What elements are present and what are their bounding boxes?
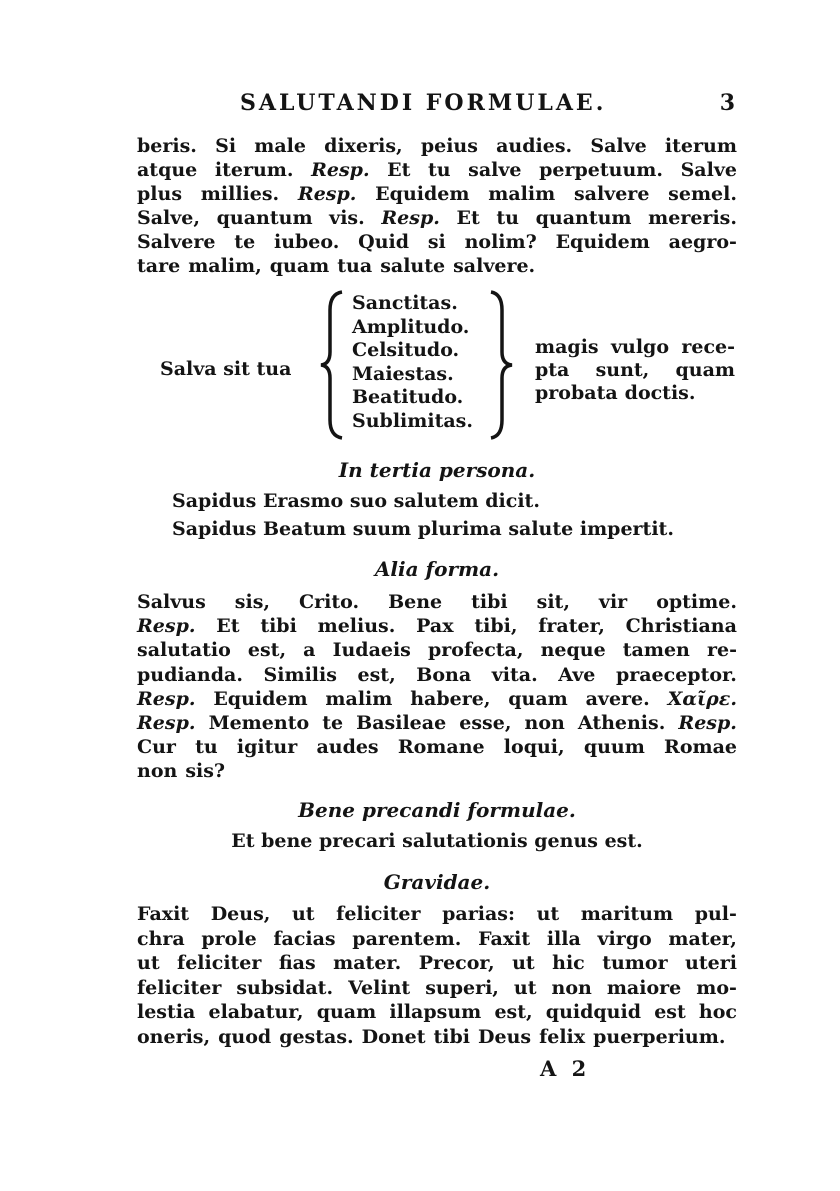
word: Deus, (210, 903, 271, 925)
word: si (427, 231, 446, 253)
word: Memento (208, 711, 310, 734)
word: puerperium. (593, 1025, 726, 1048)
word: aegro- (668, 231, 737, 253)
word: Χαῖρε. (667, 687, 737, 710)
word: avere. (585, 687, 650, 710)
word: non (524, 711, 565, 734)
word: fias (278, 952, 316, 974)
word: probata (535, 382, 618, 404)
word: quod (218, 1025, 272, 1048)
word: hic (552, 952, 585, 974)
word: melius. (317, 615, 396, 638)
word: Similis (263, 663, 337, 686)
word: tua (337, 255, 373, 277)
word: ut (536, 903, 560, 925)
word: Christiana (625, 615, 737, 638)
word: sis, (234, 591, 271, 613)
word: esse, (459, 711, 512, 734)
word: vis. (329, 207, 365, 229)
word: ut (291, 903, 315, 925)
heading-alia-forma: Alia forma. (374, 557, 500, 581)
word: Crito. (299, 591, 360, 613)
word: Equidem (213, 687, 308, 710)
word: Precor, (418, 952, 495, 974)
word: millies. (200, 183, 280, 205)
word: lestia (137, 1001, 196, 1023)
honorific-title: Beatitudo. (352, 386, 464, 408)
word: Et (456, 207, 480, 229)
text-line (137, 614, 737, 638)
word: Cur (137, 736, 176, 759)
word: Deus (478, 1025, 532, 1048)
word: rece- (681, 336, 735, 358)
word: tibi (471, 591, 508, 613)
word: ut (512, 952, 535, 974)
word: Bona (416, 663, 472, 686)
word: uteri (685, 952, 737, 974)
text-line (137, 1025, 737, 1050)
right-brace (487, 290, 517, 440)
word: Iudaeis (332, 639, 411, 662)
word: habere, (410, 687, 491, 710)
word: Pax (416, 615, 454, 638)
word: quum (583, 736, 645, 759)
word: feliciter (177, 952, 262, 974)
salva-sit-tua-label: Salva sit tua (160, 358, 292, 380)
word: est, (247, 639, 287, 662)
word: plus (137, 183, 183, 205)
word: Equidem (555, 231, 650, 253)
word: iubeo. (273, 231, 340, 253)
text-line (137, 951, 737, 976)
word: Equidem (375, 183, 470, 205)
word: Salve (590, 135, 647, 157)
word: Resp. (137, 687, 196, 710)
word: facias (273, 927, 336, 950)
honorific-title: Sanctitas. (352, 292, 458, 314)
honorific-title: Amplitudo. (352, 315, 470, 338)
heading-bene-precandi: Bene precandi formulae. (298, 798, 576, 822)
word: malim, (188, 255, 262, 277)
heading-tertia-persona: In tertia persona. (338, 458, 536, 482)
text-line (137, 158, 737, 182)
word: est, (494, 1001, 533, 1023)
paragraph-salve (137, 134, 737, 278)
word: Salvere (137, 231, 216, 253)
word: Resp. (678, 711, 737, 734)
text-line (137, 134, 737, 158)
page-number: 3 (719, 90, 735, 116)
word: igitur (236, 736, 298, 759)
left-brace (318, 290, 352, 440)
word: tibi (260, 615, 297, 638)
text-line (137, 976, 737, 1001)
text-line (137, 735, 737, 759)
word: Salve (680, 159, 737, 181)
paragraph-gravidae (137, 902, 737, 1049)
word: ut (513, 976, 537, 999)
word: non (551, 976, 592, 999)
word: tumor (602, 952, 668, 974)
remark-line (535, 359, 735, 382)
word: feliciter (336, 903, 421, 925)
word: tibi, (474, 615, 518, 638)
signature-mark: A 2 (540, 1056, 591, 1081)
word: quam (675, 359, 735, 381)
word: vulgo (610, 336, 669, 358)
text-line (137, 638, 737, 662)
honorific-title: Celsitudo. (352, 339, 460, 361)
word: Donet (361, 1025, 426, 1048)
word: Salvus (137, 591, 206, 613)
word: elabatur, (208, 1001, 304, 1023)
word: Resp. (381, 207, 440, 229)
word: subsidat. (236, 976, 334, 999)
word: Resp. (137, 711, 196, 734)
word: Athenis. (577, 711, 666, 734)
word: mater, (668, 927, 737, 950)
text-line (137, 182, 737, 206)
word: doctis. (624, 382, 696, 404)
word: magis (535, 336, 599, 358)
word: Romane (397, 736, 485, 759)
word: virgo (597, 927, 652, 950)
remark-line (535, 382, 735, 405)
word: pta (535, 359, 570, 381)
word: audes (316, 736, 379, 759)
text-line (137, 759, 737, 783)
word: te (322, 711, 344, 734)
word: vita. (491, 663, 538, 686)
word: tu (496, 207, 519, 229)
word: illapsum (389, 1001, 482, 1023)
word: oneris, (137, 1025, 211, 1048)
word: iterum. (214, 159, 294, 181)
word: Salve, (137, 207, 200, 229)
word: gestas. (279, 1025, 354, 1048)
text-line (137, 927, 737, 952)
text-line (137, 206, 737, 230)
word: perpetuum. (539, 159, 663, 181)
word: felix (539, 1025, 586, 1048)
word: optime. (656, 591, 737, 613)
word: tibi (433, 1025, 470, 1048)
word: praeceptor. (615, 663, 737, 686)
honorific-title: Sublimitas. (352, 409, 473, 432)
word: malim (488, 183, 556, 205)
word: sunt, (595, 359, 650, 381)
titles-remark (535, 336, 735, 405)
word: prole (201, 927, 257, 950)
word: tu (195, 736, 218, 759)
word: parias: (442, 903, 515, 925)
word: maiore (606, 976, 682, 999)
word: quantum (535, 207, 632, 229)
word: non (137, 760, 178, 783)
word: Resp. (297, 183, 357, 205)
word: Basileae (356, 711, 447, 734)
honorific-title: Maiestas. (352, 362, 454, 385)
word: frater, (538, 615, 605, 638)
word: superi, (425, 976, 499, 999)
word: neque (540, 639, 606, 662)
word: feliciter (137, 976, 222, 999)
text-line (137, 1000, 737, 1025)
word: mater. (333, 952, 402, 974)
word: vir (598, 591, 628, 613)
word: male (254, 135, 306, 157)
word: quam (269, 255, 330, 277)
word: profecta, (427, 639, 524, 662)
word: tamen (622, 639, 690, 662)
tertia-line-1: Sapidus Erasmo suo salutem dicit. (172, 490, 540, 512)
text-line (137, 230, 737, 254)
word: sis? (185, 760, 226, 783)
text-line (137, 711, 737, 735)
word: quidquid (545, 1001, 642, 1023)
word: tu (427, 159, 451, 181)
heading-gravidae: Gravidae. (383, 870, 491, 894)
text-line (137, 663, 737, 687)
word: Velint (348, 976, 411, 999)
word: Et (387, 159, 411, 181)
text-line (137, 902, 737, 927)
word: Et (216, 615, 240, 638)
word: parentem. (352, 927, 462, 950)
word: mo- (696, 976, 737, 999)
text-line (137, 687, 737, 711)
word: te (234, 231, 256, 253)
text-line (137, 254, 737, 278)
word: salvere (573, 183, 650, 205)
word: semel. (668, 183, 737, 205)
word: atque (137, 159, 198, 181)
word: beris. (137, 135, 197, 157)
word: maritum (580, 903, 674, 925)
word: a (303, 639, 316, 662)
word: iterum (664, 135, 737, 157)
word: Bene (388, 591, 443, 613)
word: Ave (558, 663, 596, 686)
word: quam (508, 687, 568, 710)
word: malim (325, 687, 393, 710)
word: audies. (496, 135, 573, 157)
word: Si (215, 135, 237, 157)
word: re- (706, 639, 737, 662)
page-header (240, 90, 735, 124)
bene-precari-line: Et bene precari salutationis genus est. (231, 830, 643, 852)
word: salutatio (137, 639, 231, 662)
word: Faxit (137, 903, 190, 925)
word: est (654, 1001, 686, 1023)
text-line (137, 590, 737, 614)
word: sit, (536, 591, 570, 613)
word: tare (137, 255, 181, 277)
word: hoc (698, 1001, 737, 1023)
paragraph-alia-forma (137, 590, 737, 784)
remark-line (535, 336, 735, 359)
tertia-line-2: Sapidus Beatum suum plurima salute impertit. (172, 518, 674, 540)
word: Resp. (137, 615, 196, 638)
word: peius (420, 135, 478, 157)
word: salvere. (453, 255, 536, 277)
word: illa (546, 927, 581, 950)
word: chra (137, 927, 185, 950)
word: loqui, (503, 736, 565, 759)
word: pudianda. (137, 663, 243, 686)
word: quantum (216, 207, 313, 229)
word: Faxit (478, 927, 531, 950)
word: salve (468, 159, 522, 181)
word: quam (316, 1001, 377, 1023)
word: Quid (358, 231, 410, 253)
word: pul- (694, 903, 737, 925)
word: est, (357, 663, 396, 686)
word: Romae (664, 736, 737, 759)
word: dixeris, (324, 135, 403, 157)
running-head: SALUTANDI FORMULAE. (240, 90, 607, 116)
word: ut (137, 952, 160, 974)
word: Resp. (311, 159, 370, 181)
word: nolim? (464, 231, 537, 253)
word: mereris. (648, 207, 737, 229)
honorific-titles (352, 292, 473, 433)
word: salute (380, 255, 446, 277)
